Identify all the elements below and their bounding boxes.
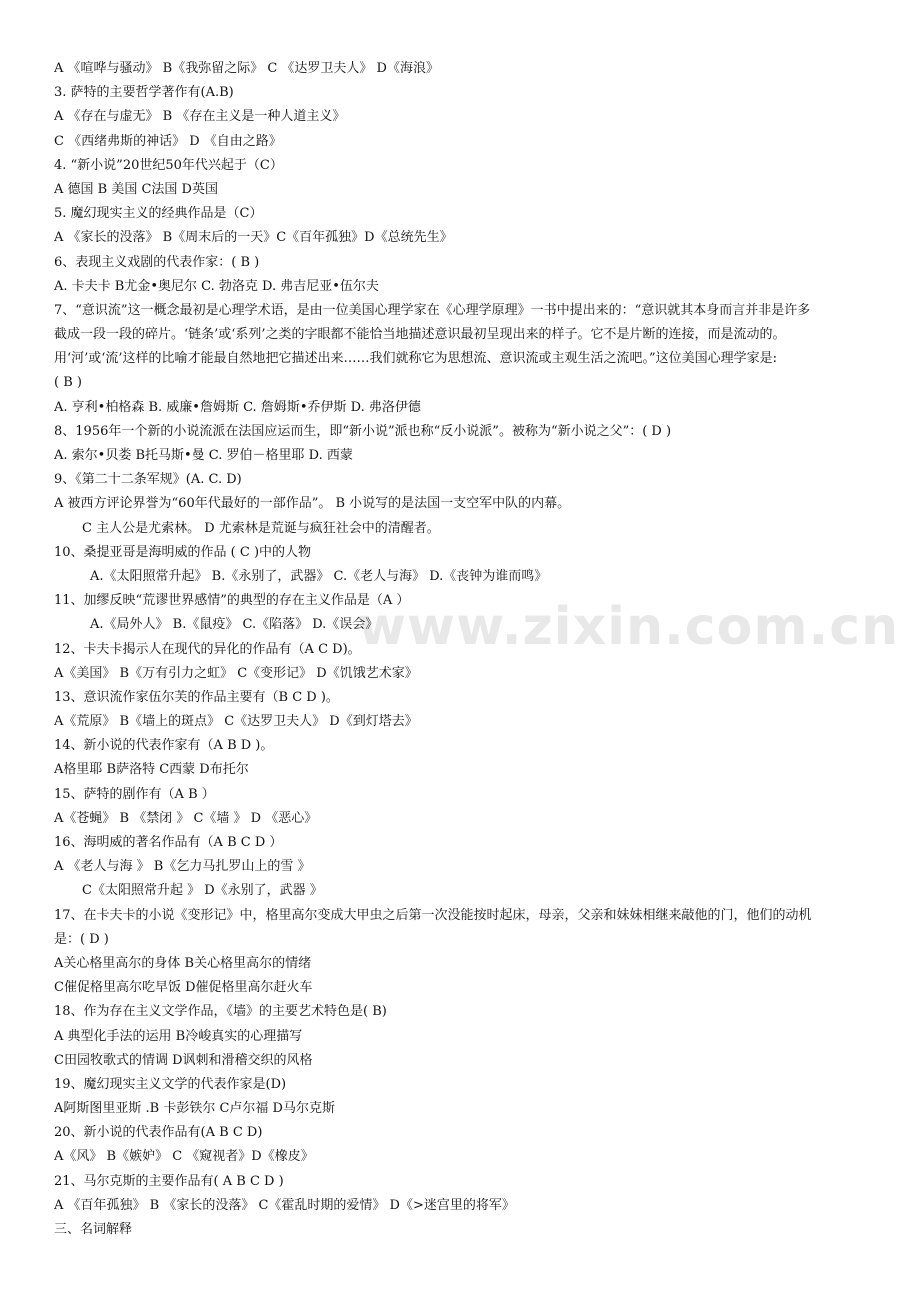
text-line: 5. 魔幻现实主义的经典作品是（C） — [54, 206, 263, 222]
text-line: C《太阳照常升起 》 D《永别了，武器 》 — [82, 883, 323, 899]
text-line: 7、“意识流”这一概念最初是心理学术语，是由一位美国心理学家在《心理学原理》一书中提出来的：“意识就其本身而言并非是许多 — [54, 302, 811, 318]
text-line: A 典型化手法的运用 B冷峻真实的心理描写 — [54, 1028, 303, 1044]
text-line: A《风》 B《嫉妒》 C 《窥视者》D《橡皮》 — [54, 1149, 314, 1165]
text-line: A. 亨利•柏格森 B. 威廉•詹姆斯 C. 詹姆斯•乔伊斯 D. 弗洛伊德 — [54, 399, 421, 415]
text-line: A 《百年孤独》 B 《家长的没落》 C《霍乱时期的爱情》 D《>迷宫里的将军》 — [54, 1197, 515, 1213]
text-line: 9、《第二十二条军规》(A. C. D) — [54, 472, 242, 488]
text-line: A 《喧哗与骚动》 B《我弥留之际》 C 《达罗卫夫人》 D《海浪》 — [54, 61, 439, 76]
text-line: A格里耶 B萨洛特 C西蒙 D布托尔 — [54, 762, 249, 778]
text-line: A. 卡夫卡 B尤金•奥尼尔 C. 勃洛克 D. 弗吉尼亚•伍尔夫 — [54, 278, 379, 294]
text-line: A 德国 B 美国 C法国 D英国 — [54, 181, 218, 197]
text-line: A阿斯图里亚斯 .B 卡彭铁尔 C卢尔福 D马尔克斯 — [54, 1101, 335, 1117]
text-line: 15、萨特的剧作有（A B ） — [54, 786, 215, 802]
text-line: A 被西方评论界誉为“60年代最好的一部作品”。 B 小说写的是法国一支空军中队的内幕。 — [54, 496, 571, 512]
text-line: A关心格里高尔的身体 B关心格里高尔的情绪 — [54, 955, 312, 971]
text-line: A《美国》 B《万有引力之虹》 C《变形记》 D《饥饿艺术家》 — [54, 665, 418, 681]
text-line: ( B ) — [54, 375, 82, 391]
text-line: 18、作为存在主义文学作品，《墙》的主要艺术特色是( B) — [54, 1004, 387, 1020]
text-line: A 《老人与海 》 B《乞力马扎罗山上的雪 》 — [54, 859, 311, 875]
text-line: C 主人公是尤索林。 D 尤索林是荒诞与疯狂社会中的清醒者。 — [82, 520, 440, 536]
text-line: A.《局外人》 B.《鼠疫》 C.《陷落》 D.《误会》 — [90, 617, 379, 633]
text-line: A.《太阳照常升起》 B.《永别了，武器》 C.《老人与海》 D.《丧钟为谁而鸣》 — [90, 568, 548, 584]
text-line: A 《家长的没落》 B《周末后的一天》C《百年孤独》D《总统先生》 — [54, 230, 453, 246]
text-line: C田园牧歌式的情调 D讽刺和滑稽交织的风格 — [54, 1052, 313, 1068]
text-line: 17、在卡夫卡的小说《变形记》中，格里高尔变成大甲虫之后第一次没能按时起床，母亲，父亲和妹妹相继来敲他的门，他们的动机 — [54, 907, 812, 923]
text-line: 21、马尔克斯的主要作品有( A B C D ) — [54, 1173, 284, 1189]
text-line: 4. “新小说”20世纪50年代兴起于（C） — [54, 157, 283, 173]
text-line: 14、新小说的代表作家有（A B D )。 — [54, 738, 274, 754]
text-line: C催促格里高尔吃早饭 D催促格里高尔赶火车 — [54, 980, 313, 996]
text-line: 16、海明威的著名作品有（A B C D ） — [54, 835, 283, 850]
text-line: 是：( D ) — [54, 931, 109, 947]
text-line: 用‘河’或‘流’这样的比喻才能最自然地把它描述出来……我们就称它为思想流、意识流或主观生活之流吧。”这位美国心理学家是: — [54, 351, 778, 367]
text-line: 12、卡夫卡揭示人在现代的异化的作品有（A C D)。 — [54, 641, 361, 657]
text-line: 三、名词解释 — [54, 1222, 133, 1237]
text-line: 13、意识流作家伍尔芙的作品主要有（B C D )。 — [54, 689, 339, 705]
text-line: 8、1956年一个新的小说流派在法国应运而生，即“新小说”派也称“反小说派”。被称为“新小说之父”：( D ) — [54, 423, 672, 439]
text-line: 截成一段一段的碎片。‘链条’或‘系列’之类的字眼都不能恰当地描述意识最初呈现出来的样子。它不是片断的连接，而是流动的。 — [54, 327, 786, 343]
text-line: 20、新小说的代表作品有(A B C D) — [54, 1125, 263, 1141]
text-line: C 《西绪弗斯的神话》 D 《自由之路》 — [54, 133, 282, 149]
text-line: 10、桑提亚哥是海明威的作品 ( C )中的人物 — [54, 544, 312, 560]
text-line: 6、表现主义戏剧的代表作家：( B ) — [54, 254, 260, 270]
text-line: A《荒原》 B《墙上的斑点》 C《达罗卫夫人》 D《到灯塔去》 — [54, 714, 418, 730]
text-line: A 《存在与虚无》 B 《存在主义是一种人道主义》 — [54, 109, 346, 125]
text-line: A《苍蝇》 B 《禁闭 》 C《墙 》 D 《恶心》 — [54, 810, 318, 826]
text-line: 11、加缪反映“荒谬世界感情”的典型的存在主义作品是（A ） — [54, 593, 410, 609]
text-line: A. 索尔•贝娄 B托马斯•曼 C. 罗伯－格里耶 D. 西蒙 — [54, 448, 353, 463]
text-line: 19、魔幻现实主义文学的代表作家是(D) — [54, 1076, 287, 1092]
watermark: www.zixin.com.cn — [358, 597, 900, 657]
document-body — [54, 57, 874, 1242]
text-line: 3. 萨特的主要哲学著作有(A.B) — [54, 85, 234, 101]
